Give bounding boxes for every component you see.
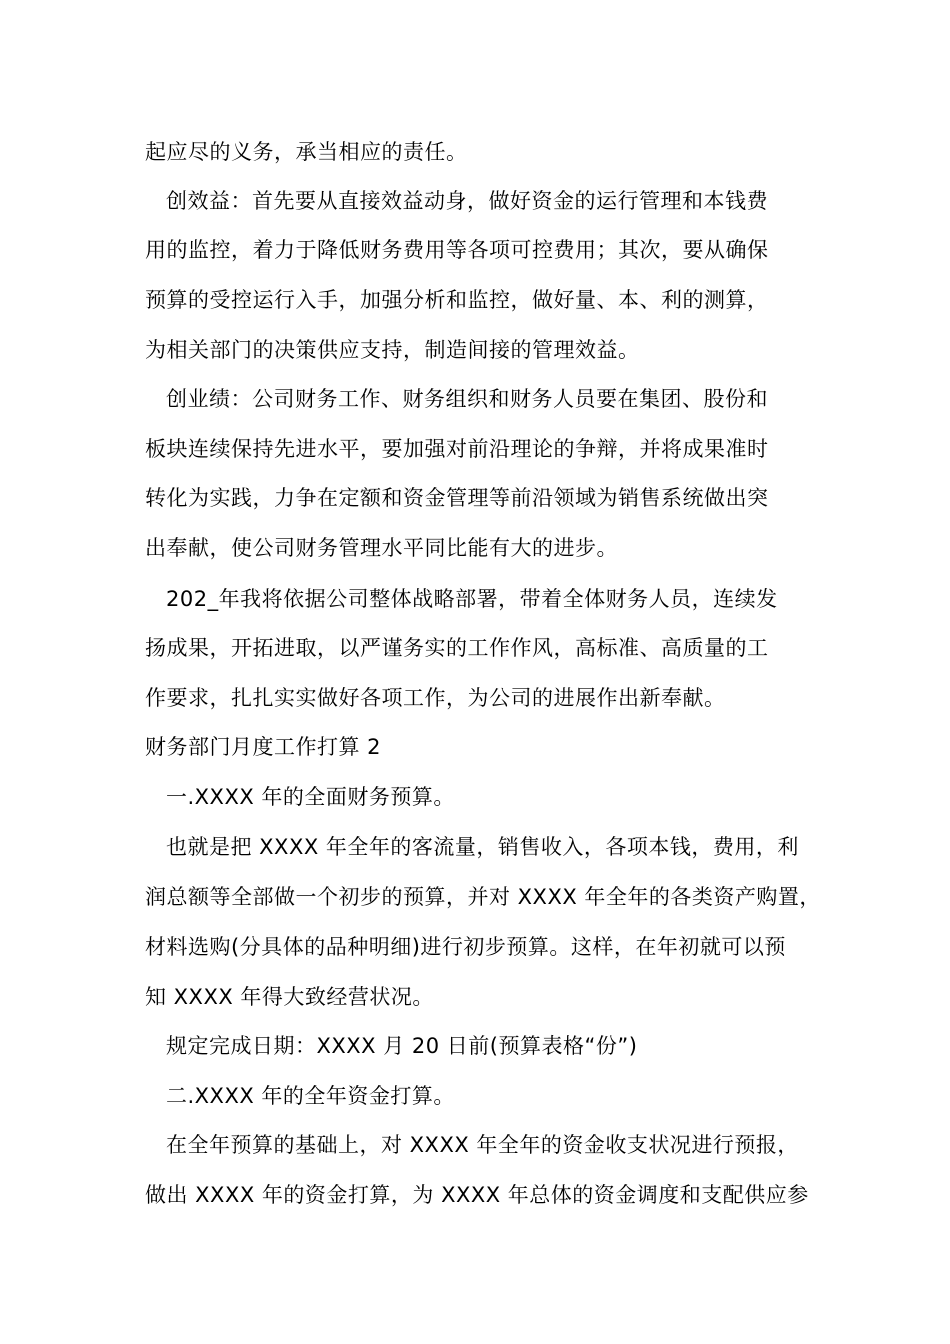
subheading-line: 二.XXXX 年的全年资金打算。: [166, 1084, 455, 1108]
paragraph-line: 规定完成日期：XXXX 月 20 日前(预算表格“份”): [166, 1034, 638, 1058]
text-line: 出奉献，使公司财务管理水平同比能有大的进步。: [145, 536, 618, 560]
text-line: 转化为实践，力争在定额和资金管理等前沿领域为销售系统做出突: [145, 486, 769, 510]
text-line: 作要求，扎扎实实做好各项工作，为公司的进展作出新奉献。: [145, 686, 726, 710]
text-line: 做出 XXXX 年的资金打算，为 XXXX 年总体的资金调度和支配供应参: [145, 1183, 809, 1207]
paragraph-line: 创业绩：公司财务工作、财务组织和财务人员要在集团、股份和: [166, 387, 768, 411]
text-line: 起应尽的义务，承当相应的责任。: [145, 140, 468, 164]
section-heading: 财务部门月度工作打算 2: [145, 735, 382, 759]
text-line: 扬成果，开拓进取，以严谨务实的工作作风，高标准、高质量的工: [145, 636, 769, 660]
subheading-line: 一.XXXX 年的全面财务预算。: [166, 785, 455, 809]
paragraph-line: 也就是把 XXXX 年全年的客流量，销售收入，各项本钱，费用，利: [166, 835, 799, 859]
text-line: 知 XXXX 年得大致经营状况。: [145, 985, 434, 1009]
text-line: 板块连续保持先进水平，要加强对前沿理论的争辩，并将成果准时: [145, 437, 769, 461]
paragraph-line: 在全年预算的基础上，对 XXXX 年全年的资金收支状况进行预报，: [166, 1133, 799, 1157]
paragraph-line: 创效益：首先要从直接效益动身，做好资金的运行管理和本钱费: [166, 189, 768, 213]
text-line: 预算的受控运行入手，加强分析和监控，做好量、本、利的测算，: [145, 288, 769, 312]
paragraph-line: 202_年我将依据公司整体战略部署，带着全体财务人员，连续发: [166, 587, 778, 611]
text-line: 材料选购(分具体的品种明细)进行初步预算。这样，在年初就可以预: [145, 935, 786, 959]
text-line: 用的监控，着力于降低财务费用等各项可控费用；其次，要从确保: [145, 238, 769, 262]
text-line: 润总额等全部做一个初步的预算，并对 XXXX 年全年的各类资产购置，: [145, 885, 821, 909]
text-line: 为相关部门的决策供应支持，制造间接的管理效益。: [145, 338, 640, 362]
